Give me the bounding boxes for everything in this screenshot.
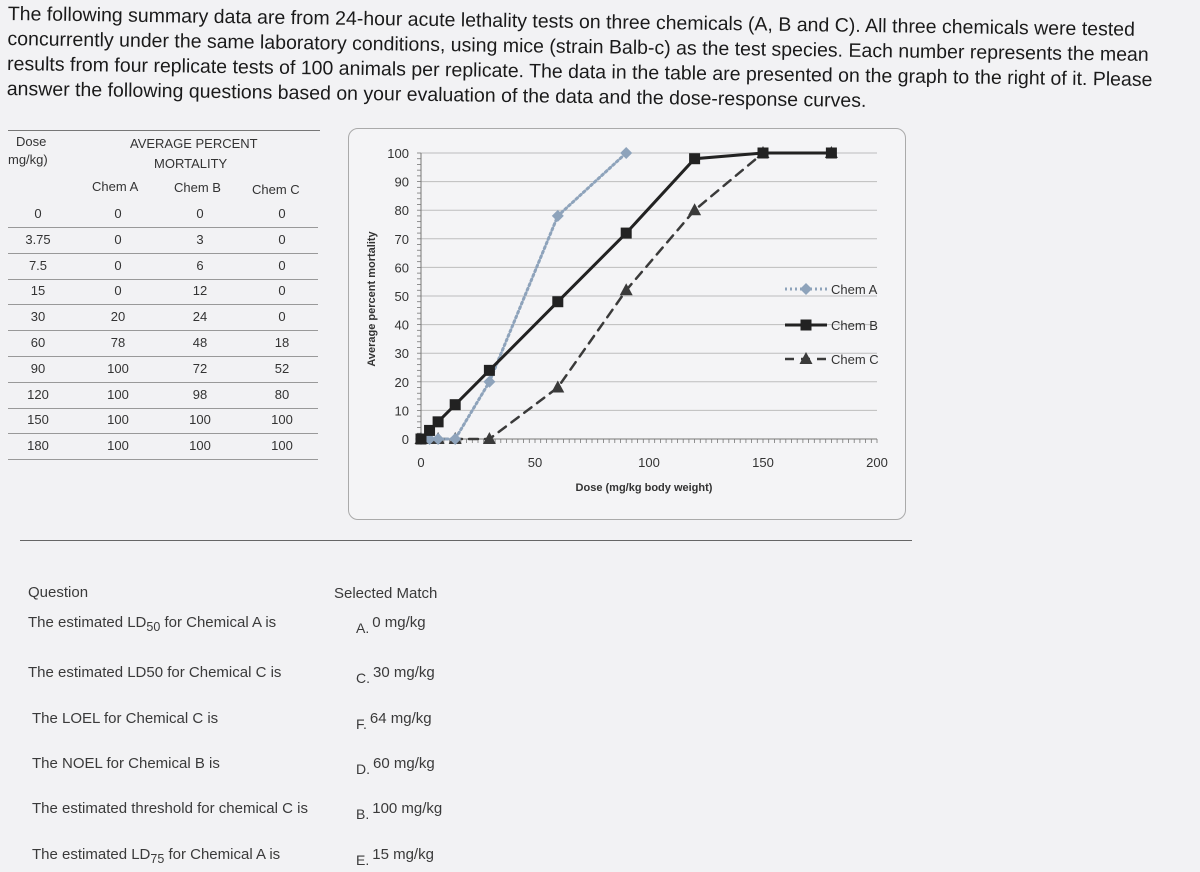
mortality-cell: 0 bbox=[114, 231, 122, 247]
answer-select[interactable] bbox=[356, 664, 435, 686]
answer-select[interactable] bbox=[356, 846, 434, 868]
question-prefix: The estimated threshold for chemical C is bbox=[32, 800, 308, 817]
answer-value: 0 mg/kg bbox=[372, 614, 426, 631]
dose-cell: 180 bbox=[27, 438, 49, 454]
y-axis-title: Average percent mortality bbox=[366, 231, 378, 367]
question-subscript: 50 bbox=[146, 620, 161, 634]
mortality-cell: 100 bbox=[107, 412, 129, 428]
y-tick-label: 90 bbox=[394, 174, 409, 190]
mortality-cell: 0 bbox=[278, 231, 286, 247]
mortality-cell: 48 bbox=[192, 335, 208, 350]
y-tick-label: 10 bbox=[394, 403, 409, 419]
question-text bbox=[32, 846, 280, 866]
mortality-cell: 100 bbox=[271, 438, 293, 454]
selected-match-header: Selected Match bbox=[334, 585, 438, 602]
mortality-cell: 0 bbox=[114, 257, 122, 273]
dose-cell: 60 bbox=[30, 335, 46, 350]
dose-cell: 15 bbox=[30, 283, 46, 299]
y-tick-label: 40 bbox=[394, 317, 409, 333]
mortality-cell: 12 bbox=[192, 283, 208, 299]
x-axis-title: Dose (mg/kg body weight) bbox=[575, 482, 713, 494]
legend-label: Chem C bbox=[831, 352, 879, 367]
legend-label: Chem B bbox=[831, 318, 878, 333]
answer-letter: C. bbox=[356, 670, 370, 686]
y-tick-label: 70 bbox=[394, 231, 409, 247]
question-suffix: for Chemical A is bbox=[164, 846, 281, 863]
intro-paragraph: The following summary data are from 24-hour acute lethality tests on three chemicals (A, B and C). All three chemicals were tested concurrently under the same laboratory conditions, using mice (strain Balb-c) as the test species. Each number represents the mean results from four replicate tests of 100 animals per replicate. The data in the table are presented on the graph to the right of it. Please answer the following questions based on your evaluation of the data and the dose-response curves. bbox=[6, 2, 1153, 112]
question-header: Question bbox=[28, 584, 89, 601]
x-tick-label: 0 bbox=[417, 455, 425, 470]
col-header-chem-c: Chem C bbox=[252, 182, 300, 197]
question-prefix: The estimated LD bbox=[32, 846, 151, 863]
answer-value: 15 mg/kg bbox=[372, 846, 434, 863]
mortality-cell: 0 bbox=[278, 206, 286, 221]
answer-letter: B. bbox=[356, 806, 370, 822]
y-tick-label: 20 bbox=[394, 374, 409, 390]
answer-select[interactable] bbox=[356, 755, 435, 777]
mortality-cell: 6 bbox=[196, 257, 204, 273]
y-tick-label: 100 bbox=[387, 146, 409, 161]
mortality-cell: 0 bbox=[114, 283, 122, 299]
question-text bbox=[28, 664, 281, 681]
question-prefix: The estimated LD50 for Chemical C is bbox=[28, 664, 282, 681]
answer-select[interactable] bbox=[356, 800, 443, 822]
answer-letter: E. bbox=[356, 852, 370, 868]
answer-value: 64 mg/kg bbox=[369, 710, 432, 727]
x-tick-label: 200 bbox=[866, 455, 888, 470]
mortality-cell: 72 bbox=[192, 360, 208, 376]
mortality-cell: 0 bbox=[196, 206, 204, 221]
y-tick-label: 60 bbox=[394, 260, 409, 276]
question-suffix: for Chemical A is bbox=[160, 614, 277, 631]
y-tick-label: 50 bbox=[394, 289, 409, 304]
y-tick-label: 0 bbox=[401, 432, 409, 447]
mortality-cell: 100 bbox=[271, 412, 293, 428]
mortality-cell: 3 bbox=[196, 231, 204, 247]
legend-label: Chem A bbox=[831, 282, 878, 297]
mortality-header: AVERAGE PERCENT bbox=[130, 136, 258, 151]
question-text bbox=[32, 800, 308, 817]
col-header-chem-b: Chem B bbox=[174, 180, 221, 195]
y-tick-label: 80 bbox=[394, 203, 409, 219]
answer-value: 100 mg/kg bbox=[372, 800, 443, 817]
mortality-cell: 0 bbox=[278, 283, 286, 299]
question-subscript: 75 bbox=[150, 852, 165, 866]
question-prefix: The LOEL for Chemical C is bbox=[32, 710, 219, 727]
question-text bbox=[28, 614, 276, 634]
mortality-cell: 100 bbox=[189, 412, 211, 428]
dose-cell: 90 bbox=[30, 360, 46, 376]
dose-cell: 120 bbox=[27, 386, 49, 402]
y-tick-label: 30 bbox=[394, 346, 409, 362]
dose-header: Dose bbox=[16, 134, 47, 149]
mortality-cell: 78 bbox=[110, 335, 126, 350]
question-text bbox=[32, 710, 218, 727]
dose-cell: 0 bbox=[34, 206, 42, 221]
dose-cell: 3.75 bbox=[25, 231, 51, 247]
mortality-cell: 80 bbox=[274, 386, 290, 402]
answer-value: 30 mg/kg bbox=[373, 664, 435, 681]
question-text bbox=[32, 755, 220, 772]
mortality-cell: 100 bbox=[107, 360, 129, 376]
mortality-cell: 18 bbox=[274, 335, 290, 350]
dose-cell: 150 bbox=[27, 412, 49, 428]
mortality-cell: 0 bbox=[278, 309, 286, 325]
answer-letter: D. bbox=[356, 761, 370, 777]
answer-letter: F. bbox=[356, 716, 367, 732]
mortality-cell: 100 bbox=[107, 386, 129, 402]
dose-cell: 30 bbox=[30, 309, 46, 325]
mortality-cell: 24 bbox=[192, 309, 208, 325]
question-prefix: The NOEL for Chemical B is bbox=[32, 755, 220, 772]
x-tick-label: 100 bbox=[638, 455, 660, 470]
mortality-cell: 52 bbox=[274, 360, 290, 376]
dose-unit-header: mg/kg) bbox=[8, 152, 48, 167]
mortality-cell: 100 bbox=[189, 438, 211, 454]
col-header-chem-a: Chem A bbox=[92, 179, 139, 194]
answer-select[interactable] bbox=[356, 614, 426, 636]
mortality-cell: 0 bbox=[278, 257, 286, 273]
x-tick-label: 150 bbox=[752, 455, 774, 470]
answer-select[interactable] bbox=[356, 710, 432, 732]
answer-letter: A. bbox=[356, 620, 370, 636]
mortality-cell: 20 bbox=[110, 309, 126, 325]
mortality-cell: 0 bbox=[114, 206, 122, 221]
mortality-cell: 100 bbox=[107, 438, 129, 454]
question-prefix: The estimated LD bbox=[28, 614, 147, 631]
dose-cell: 7.5 bbox=[28, 257, 48, 273]
answer-value: 60 mg/kg bbox=[373, 755, 435, 772]
x-tick-label: 50 bbox=[527, 455, 543, 470]
mortality-header-2: MORTALITY bbox=[154, 156, 228, 171]
mortality-cell: 98 bbox=[192, 386, 208, 402]
